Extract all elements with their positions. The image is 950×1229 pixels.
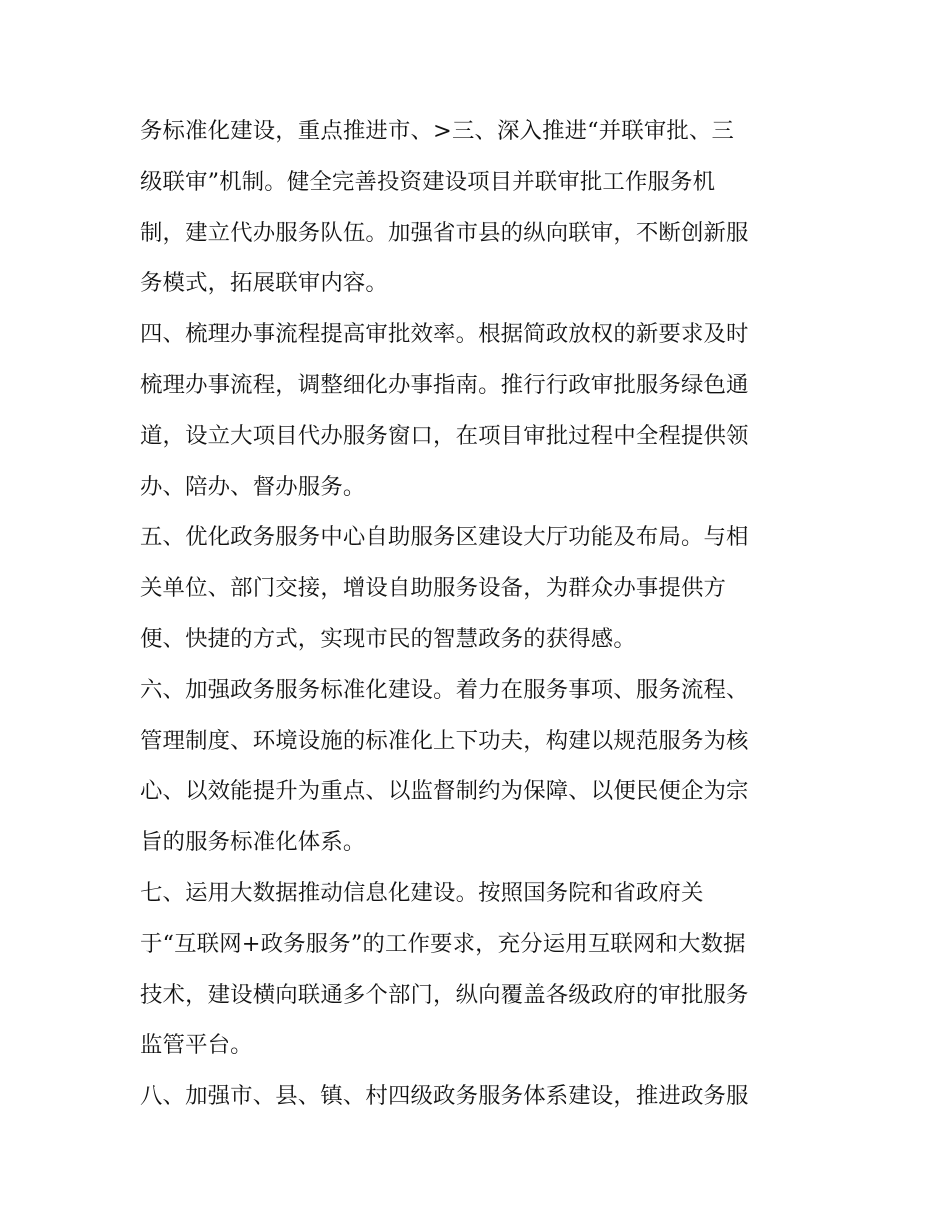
text-line: 旨的服务标准化体系。 — [140, 829, 366, 856]
text-line: 制，建立代办服务队伍。加强省市县的纵向联审，不断创新服 — [140, 219, 749, 246]
text-line: 七、运用大数据推动信息化建设。按照国务院和省政府关 — [140, 879, 704, 906]
text-line: 四、梳理办事流程提高审批效率。根据简政放权的新要求及时 — [140, 321, 749, 348]
text-line: 务模式，拓展联审内容。 — [140, 270, 388, 297]
text-line: 办、陪办、督办服务。 — [140, 473, 366, 500]
text-line: 八、加强市、县、镇、村四级政务服务体系建设，推进政务服 — [140, 1083, 749, 1110]
text-line: 便、快捷的方式，实现市民的智慧政务的获得感。 — [140, 625, 636, 652]
text-line: 监管平台。 — [140, 1032, 253, 1059]
text-line: 心、以效能提升为重点、以监督制约为保障、以便民便企为宗 — [140, 778, 749, 805]
text-line: 于“互联网+政务服务”的工作要求，充分运用互联网和大数据 — [140, 930, 746, 957]
text-line: 管理制度、环境设施的标准化上下功夫，构建以规范服务为核 — [140, 727, 749, 754]
text-line: 道，设立大项目代办服务窗口，在项目审批过程中全程提供领 — [140, 422, 749, 449]
text-line: 关单位、部门交接，增设自助服务设备，为群众办事提供方 — [140, 575, 727, 602]
document-body — [140, 106, 820, 1122]
text-line: 级联审”机制。健全完善投资建设项目并联审批工作服务机 — [140, 168, 716, 195]
text-line: 梳理办事流程，调整细化办事指南。推行行政审批服务绿色通 — [140, 371, 749, 398]
text-line: 技术，建设横向联通多个部门，纵向覆盖各级政府的审批服务 — [140, 981, 749, 1008]
text-line: 六、加强政务服务标准化建设。着力在服务事项、服务流程、 — [140, 676, 749, 703]
text-line: 五、优化政务服务中心自助服务区建设大厅功能及布局。与相 — [140, 524, 749, 551]
text-line: 务标准化建设，重点推进市、>三、深入推进“并联审批、三 — [140, 118, 735, 144]
